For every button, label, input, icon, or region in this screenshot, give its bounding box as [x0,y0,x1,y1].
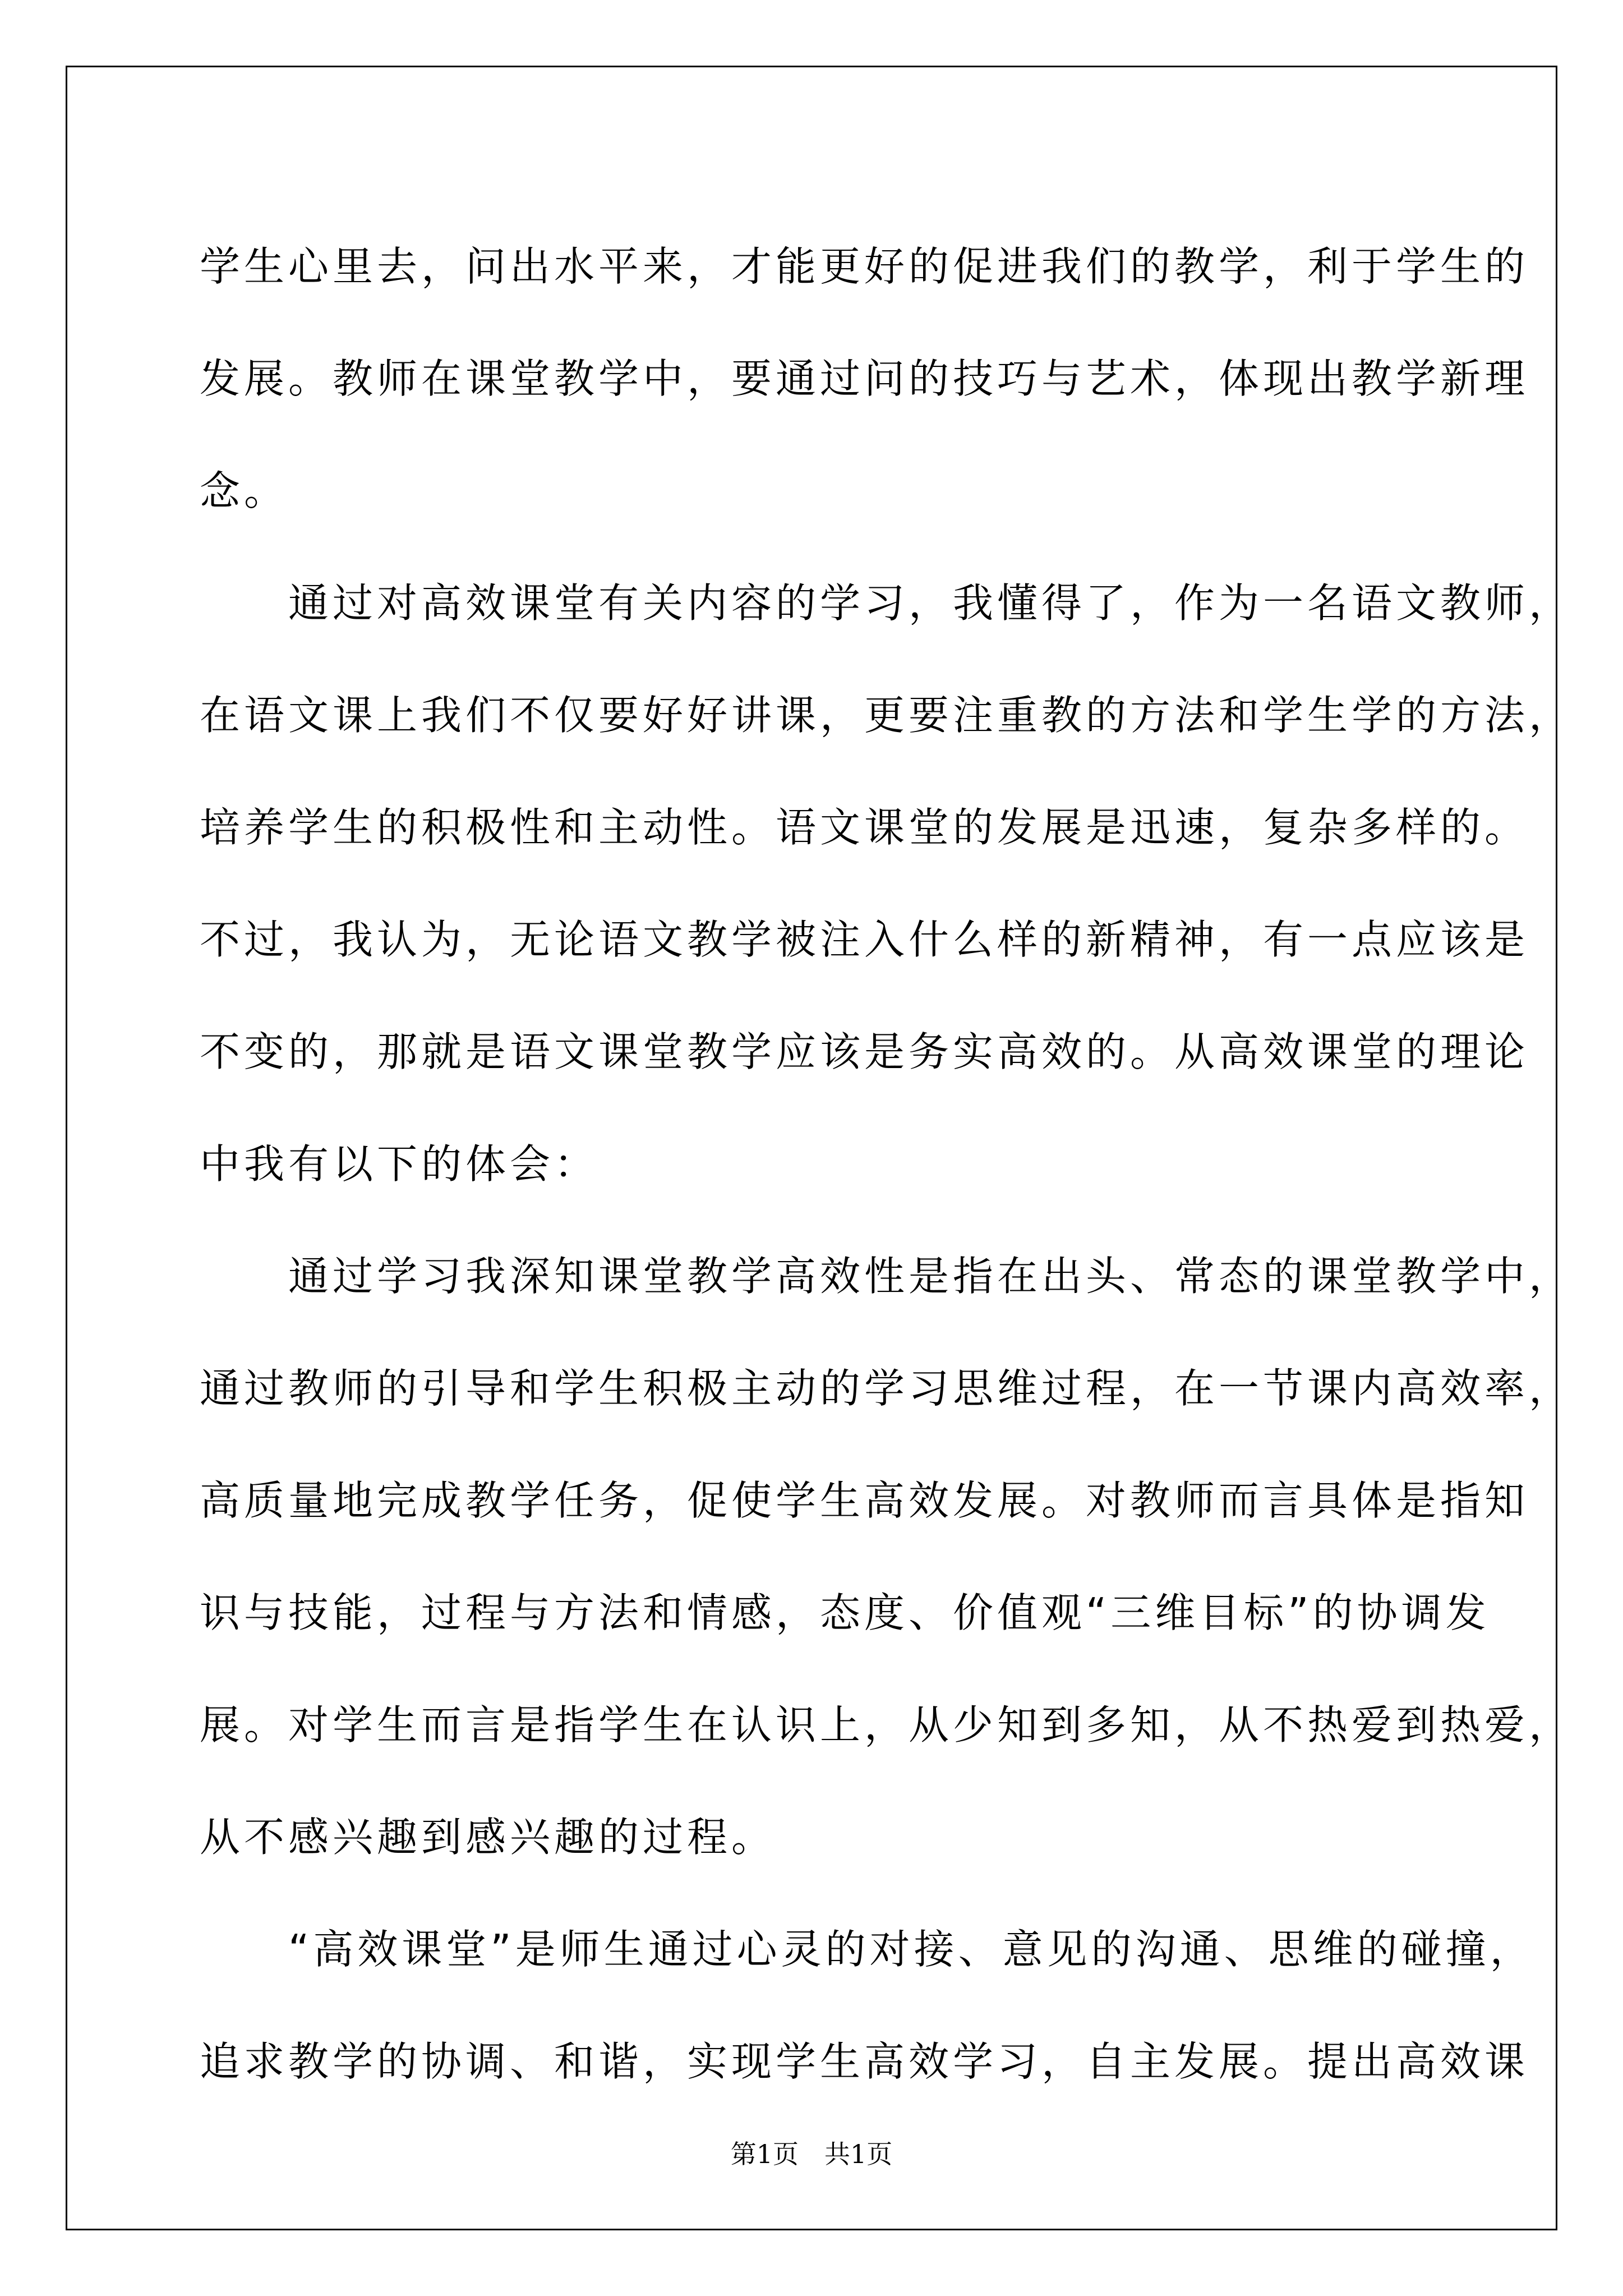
text-line: 通过教师的引导和学生积极主动的学习思维过程，在一节课内高效率， [200,1365,1574,1412]
text-line: 在语文课上我们不仅要好好讲课，更要注重教的方法和学生学的方法， [200,692,1574,739]
text-line: 通过学习我深知课堂教学高效性是指在出头、常态的课堂教学中， [200,1253,1574,1300]
page-number-footer: 第1页 共1页 [730,2139,893,2169]
document-body [200,210,1574,2118]
text-line: 高质量地完成教学任务，促使学生高效发展。对教师而言具体是指知 [200,1477,1529,1524]
text-line: 识与技能，过程与方法和情感，态度、价值观“三维目标”的协调发 [200,1589,1490,1636]
text-line: 从不感兴趣到感兴趣的过程。 [200,1814,776,1861]
text-line: 展。对学生而言是指学生在认识上，从少知到多知，从不热爱到热爱， [200,1701,1574,1749]
text-line: “高效课堂”是师生通过心灵的对接、意见的沟通、思维的碰撞， [200,1926,1534,1973]
text-line: 追求教学的协调、和谐，实现学生高效学习，自主发展。提出高效课 [200,2038,1529,2085]
text-line: 念。 [200,467,289,514]
text-line: 学生心里去，问出水平来，才能更好的促进我们的教学，利于学生的 [200,243,1529,290]
text-line: 不过，我认为，无论语文教学被注入什么样的新精神，有一点应该是 [200,916,1529,963]
text-line: 发展。教师在课堂教学中，要通过问的技巧与艺术，体现出教学新理 [200,355,1529,402]
text-line: 不变的，那就是语文课堂教学应该是务实高效的。从高效课堂的理论 [200,1028,1529,1075]
text-line: 培养学生的积极性和主动性。语文课堂的发展是迅速，复杂多样的。 [200,804,1529,851]
text-line: 中我有以下的体会： [200,1140,599,1188]
text-line: 通过对高效课堂有关内容的学习，我懂得了，作为一名语文教师， [200,579,1574,627]
